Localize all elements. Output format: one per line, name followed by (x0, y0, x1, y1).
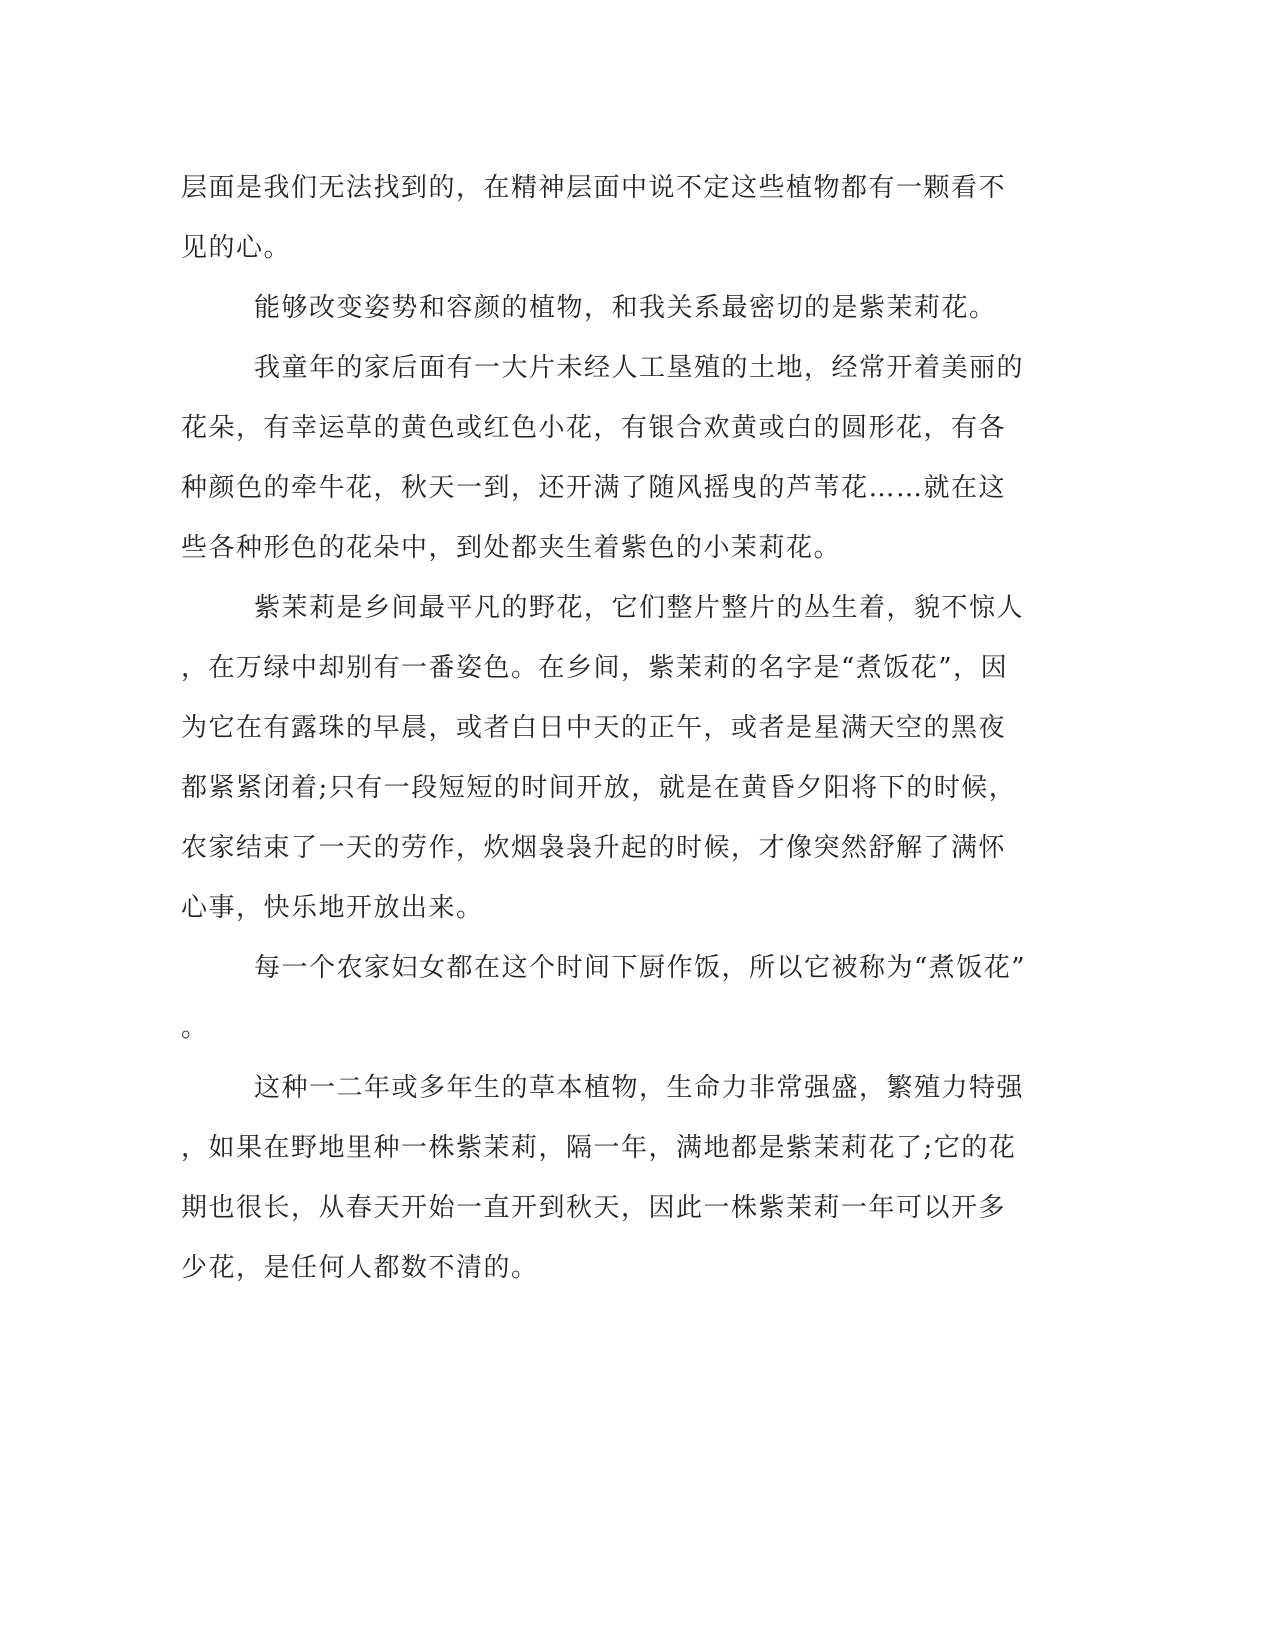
text-line: 心事，快乐地开放出来。 (181, 893, 484, 923)
text-line: 都紧紧闭着;只有一段短短的时间开放，就是在黄昏夕阳将下的时候， (181, 773, 1017, 803)
text-line: ，如果在野地里种一株紫茉莉，隔一年，满地都是紫茉莉花了;它的花 (181, 1133, 1017, 1163)
paragraph-first-line: 每一个农家妇女都在这个时间下厨作饭，所以它被称为“煮饭花” (254, 953, 1027, 983)
text-line: 。 (181, 1013, 209, 1043)
paragraph-first-line: 我童年的家后面有一大片未经人工垦殖的土地，经常开着美丽的 (254, 353, 1025, 383)
paragraph-first-line: 这种一二年或多年生的草本植物，生命力非常强盛，繁殖力特强 (254, 1073, 1025, 1103)
paragraph-first-line: 能够改变姿势和容颜的植物，和我关系最密切的是紫茉莉花。 (254, 293, 997, 323)
text-line: 种颜色的牵牛花，秋天一到，还开满了随风摇曳的芦苇花……就在这 (181, 473, 1007, 503)
document-page (181, 158, 1031, 1298)
text-line: 层面是我们无法找到的，在精神层面中说不定这些植物都有一颗看不 (181, 173, 1007, 203)
paragraph-first-line: 紫茉莉是乡间最平凡的野花，它们整片整片的丛生着，貌不惊人 (254, 593, 1025, 623)
text-line: 期也很长，从春天开始一直开到秋天，因此一株紫茉莉一年可以开多 (181, 1193, 1007, 1223)
text-line: 为它在有露珠的早晨，或者白日中天的正午，或者是星满天空的黑夜 (181, 713, 1007, 743)
text-line: ，在万绿中却别有一番姿色。在乡间，紫茉莉的名字是“煮饭花”，因 (181, 653, 1009, 683)
text-line: 些各种形色的花朵中，到处都夹生着紫色的小茉莉花。 (181, 533, 842, 563)
text-line: 少花，是任何人都数不清的。 (181, 1253, 539, 1283)
text-line: 见的心。 (181, 233, 292, 263)
text-line: 农家结束了一天的劳作，炊烟袅袅升起的时候，才像突然舒解了满怀 (181, 833, 1007, 863)
text-line: 花朵，有幸运草的黄色或红色小花，有银合欢黄或白的圆形花，有各 (181, 413, 1007, 443)
